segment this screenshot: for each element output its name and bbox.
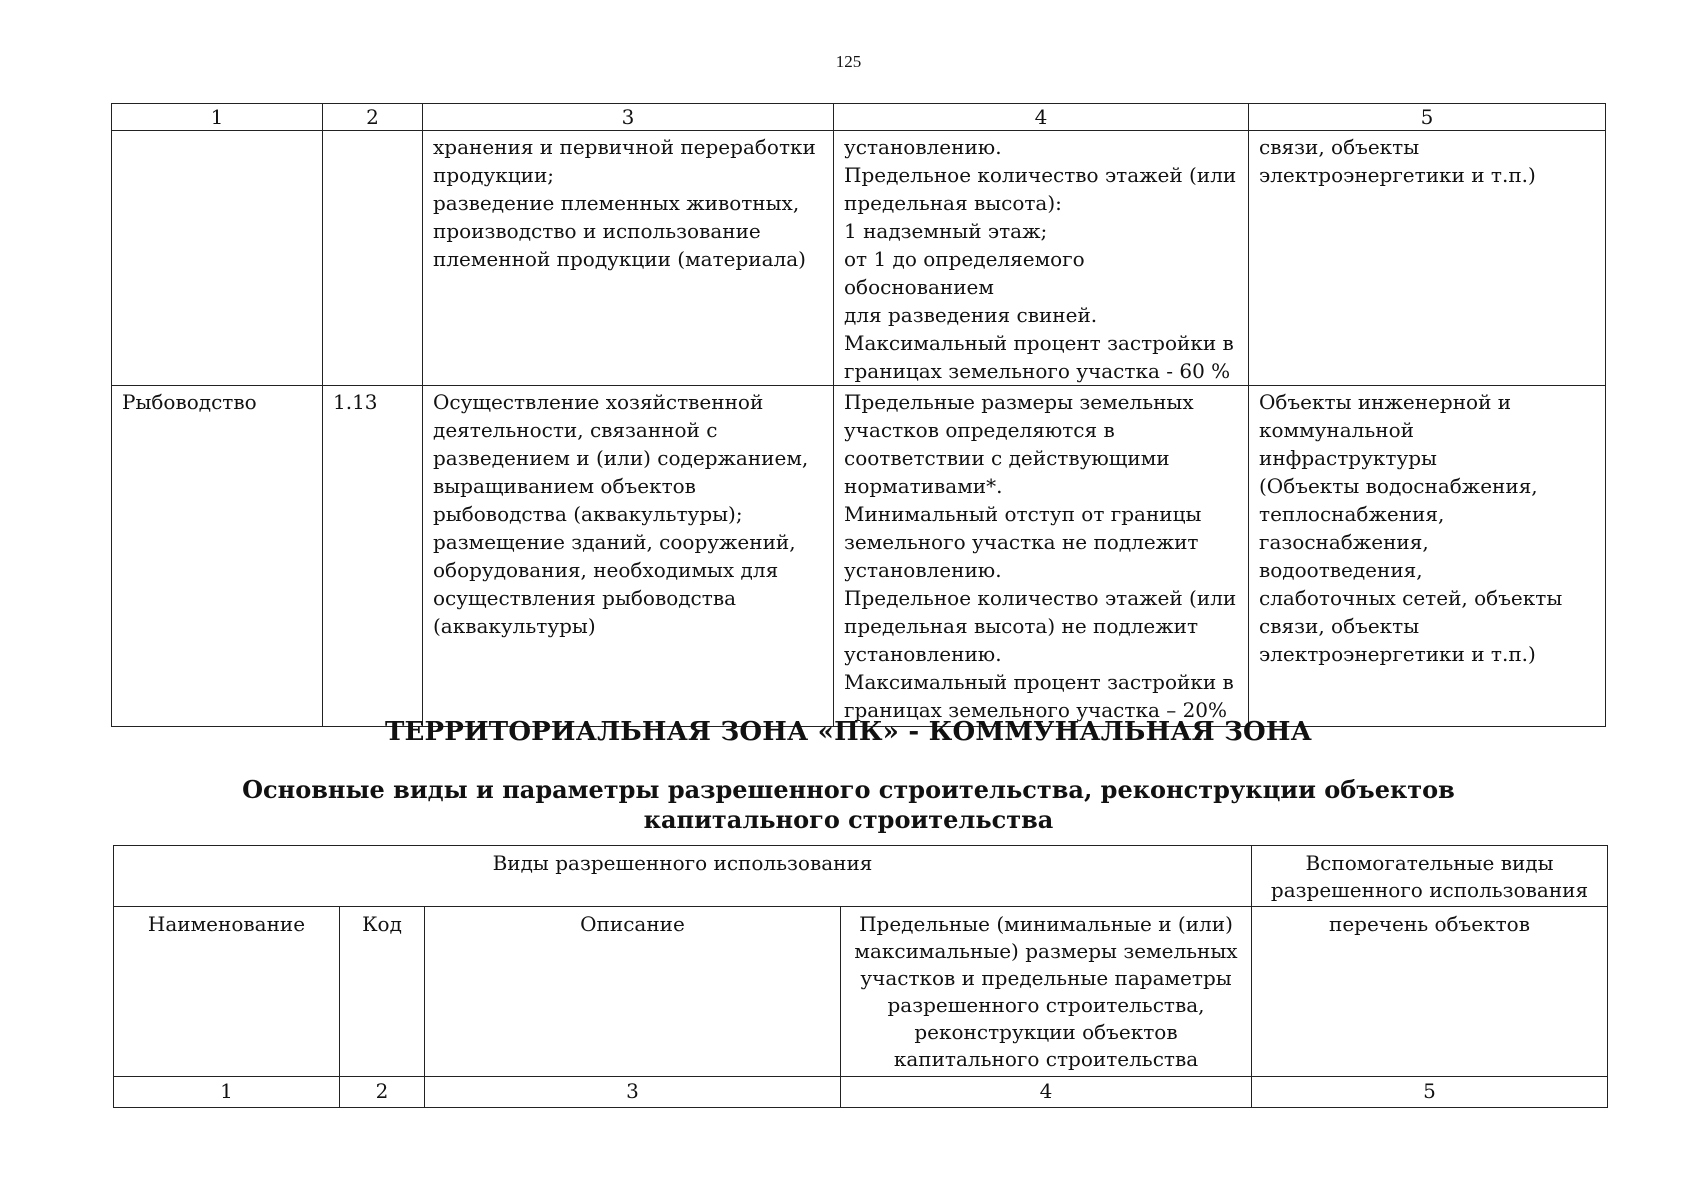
column-number: 3: [425, 1077, 841, 1108]
use-parameters-cell: установлению. Предельное количество этажей (или предельная высота): 1 надземный этаж; от 1 до определяемого обоснованием для разведения свиней. Максимальный процент застройки в границах земельного участка - 60 %: [834, 131, 1249, 386]
parameters-column-header: Предельные (минимальные и (или) максимальные) размеры земельных участков и предельные параметры разрешенного строительства, реконструкции объектов капитального строительства: [841, 907, 1252, 1077]
column-number: 1: [112, 104, 323, 131]
auxiliary-list-column-header: перечень объектов: [1252, 907, 1608, 1077]
zone-title: ТЕРРИТОРИАЛЬНАЯ ЗОНА «ПК» - КОММУНАЛЬНАЯ ЗОНА: [384, 717, 1313, 747]
use-name-cell: Рыбоводство: [112, 386, 323, 727]
column-number-row: [114, 1077, 1608, 1108]
continuation-table: [111, 103, 1606, 727]
use-name-cell: [112, 131, 323, 386]
section-title: Основные виды и параметры разрешенного строительства, реконструкции объектов капитального строительства: [242, 775, 1455, 834]
group-header-row: [114, 846, 1608, 907]
column-number: 3: [423, 104, 834, 131]
table-row: [112, 386, 1606, 727]
description-column-header: Описание: [425, 907, 841, 1077]
auxiliary-uses-cell: Объекты инженерной и коммунальной инфраструктуры (Объекты водоснабжения, теплоснабжения, газоснабжения, водоотведения, слаботочных сетей, объекты связи, объекты электроэнергетики и т.п.): [1249, 386, 1606, 727]
use-description-cell: хранения и первичной переработки продукции; разведение племенных животных, производство и использование племенной продукции (материала): [423, 131, 834, 386]
page-number: 125: [835, 52, 862, 71]
name-column-header: Наименование: [114, 907, 340, 1077]
column-number: 2: [323, 104, 423, 131]
table-row: [112, 131, 1606, 386]
zone-uses-table: [113, 845, 1608, 1108]
column-number: 1: [114, 1077, 340, 1108]
column-number: 4: [841, 1077, 1252, 1108]
use-code-cell: [323, 131, 423, 386]
column-number: 5: [1252, 1077, 1608, 1108]
column-header-row: [114, 907, 1608, 1077]
code-column-header: Код: [340, 907, 425, 1077]
column-number: 2: [340, 1077, 425, 1108]
use-code-cell: 1.13: [323, 386, 423, 727]
permitted-uses-header: Виды разрешенного использования: [114, 846, 1252, 907]
auxiliary-uses-header: Вспомогательные виды разрешенного использования: [1252, 846, 1608, 907]
use-parameters-cell: Предельные размеры земельных участков определяются в соответствии с действующими нормативами*. Минимальный отступ от границы земельного участка не подлежит установлению. Предельное количество этажей (или предельная высота) не подлежит установлению. Максимальный процент застройки в границах земельного участка – 20%: [834, 386, 1249, 727]
use-description-cell: Осуществление хозяйственной деятельности, связанной с разведением и (или) содержанием, выращиванием объектов рыбоводства (аквакультуры); размещение зданий, сооружений, оборудования, необходимых для осуществления рыбоводства (аквакультуры): [423, 386, 834, 727]
column-number-row: [112, 104, 1606, 131]
auxiliary-uses-cell: связи, объекты электроэнергетики и т.п.): [1249, 131, 1606, 386]
column-number: 4: [834, 104, 1249, 131]
column-number: 5: [1249, 104, 1606, 131]
